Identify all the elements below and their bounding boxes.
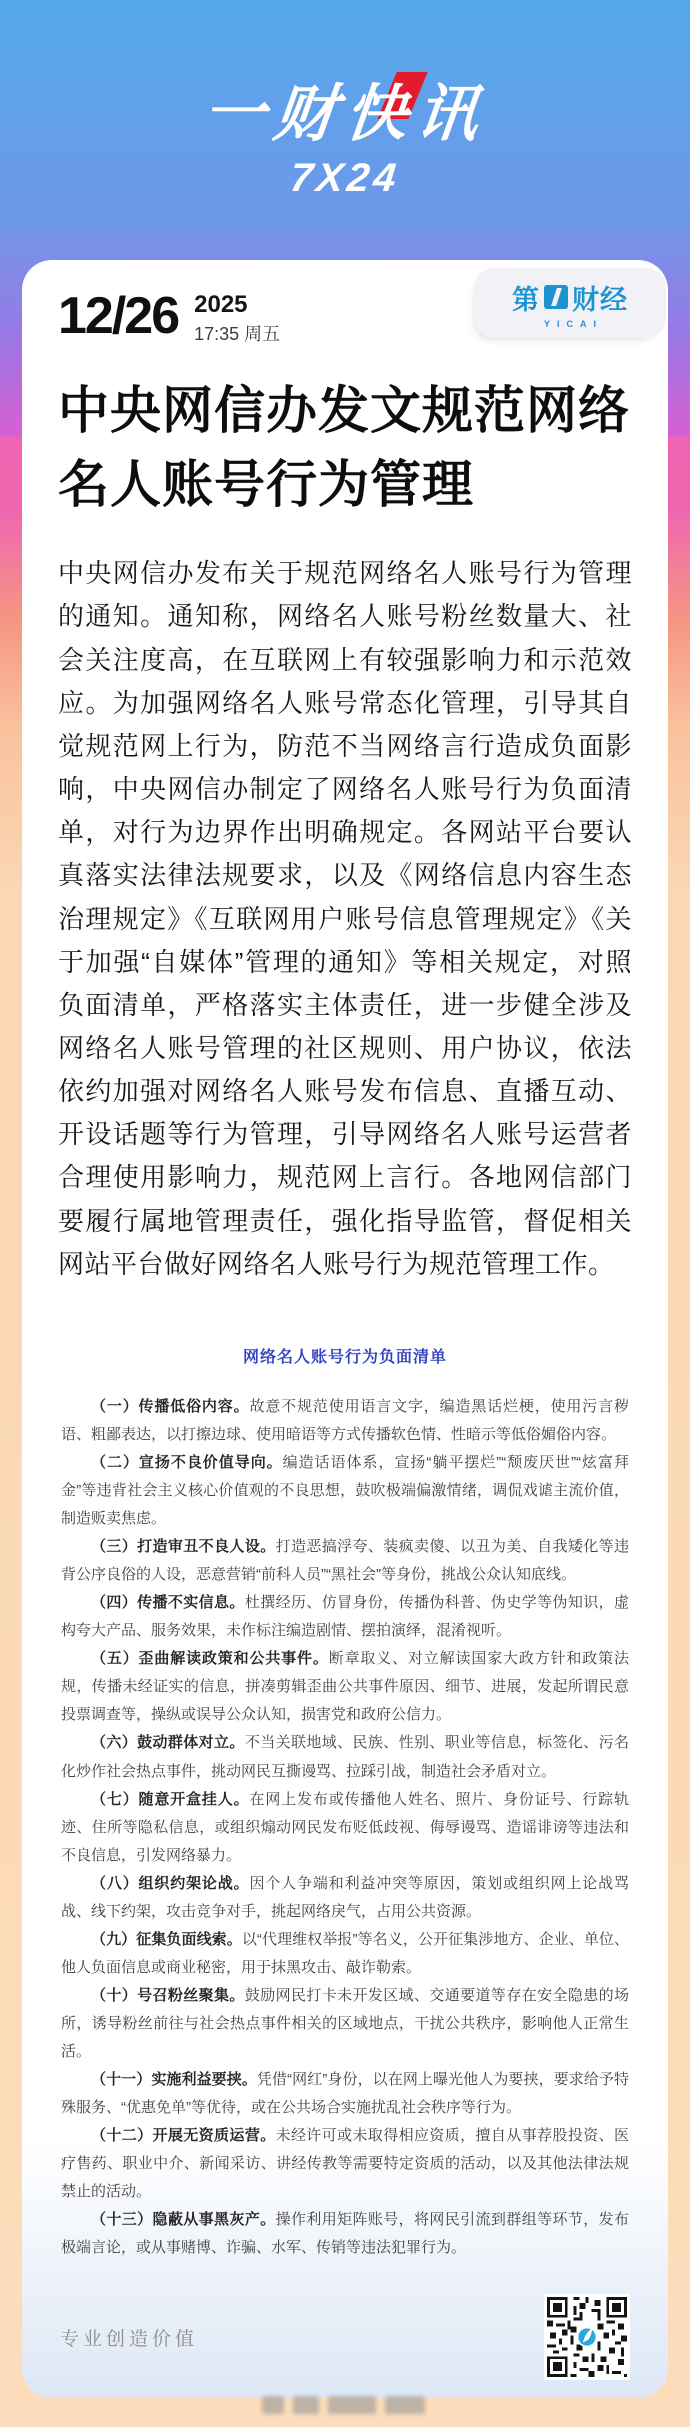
list-item-lead: （九）征集负面线索。 (91, 1930, 242, 1948)
list-item-text: 故意不规范使用语言文字，编造黑话烂梗，使用污言秽语、粗鄙表达，以打擦边球、使用暗语等方式传播软色情、性暗示等低俗媚俗内容。 (61, 1397, 629, 1443)
list-item-lead: （十一）实施利益要挟。 (91, 2071, 257, 2089)
list-item (61, 1533, 629, 1589)
list-item-lead: （二）宣扬不良价值导向。 (91, 1454, 283, 1472)
list-item-text: 断章取义、对立解读国家大政方针和政策法规，传播未经证实的信息，拼凑剪辑歪曲公共事件原因、细节、进展，发起所谓民意投票调查等，操纵或误导公众认知，损害党和政府公信力。 (61, 1650, 629, 1724)
list-item-lead: （六）鼓动群体对立。 (91, 1734, 245, 1752)
list-item (61, 1393, 629, 1449)
card-footer (22, 2276, 668, 2398)
list-item-lead: （十二）开展无资质运营。 (91, 2127, 276, 2145)
list-item (61, 1786, 629, 1870)
list-item (61, 1870, 629, 1926)
list-item (61, 2066, 629, 2122)
list-item (61, 1729, 629, 1785)
list-item (61, 1982, 629, 2066)
yicai-latin: YICAI (543, 318, 603, 329)
list-item-text: 未经许可或未取得相应资质，擅自从事荐股投资、医疗售药、职业中介、新闻采访、讲经传教等需要特定资质的活动，以及其他法律法规禁止的活动。 (61, 2127, 629, 2201)
date-side (194, 292, 280, 346)
list-item-lead: （三）打造审丑不良人设。 (91, 1538, 276, 1556)
list-item (61, 1926, 629, 1982)
yicai-one-glyph (544, 285, 568, 309)
list-item-text: 不当关联地域、民族、性别、职业等信息，标签化、污名化炒作社会热点事件，挑动网民互撕谩骂、拉踩引战，制造社会矛盾对立。 (61, 1734, 629, 1780)
list-item (61, 2122, 629, 2206)
list-item-text: 在网上发布或传播他人姓名、照片、身份证号、行踪轨迹、住所等隐私信息，或组织煽动网民发布贬低歧视、侮辱谩骂、造谣诽谤等违法和不良信息，引发网络暴力。 (61, 1790, 629, 1864)
publisher-tab (474, 268, 666, 338)
list-item-lead: （十三）隐蔽从事黑灰产。 (91, 2211, 276, 2229)
negative-list (58, 1344, 632, 2262)
article-title: 中央网信办发文规范网络名人账号行为管理 (58, 382, 631, 514)
list-item-text: 操作利用矩阵账号，将网民引流到群组等环节，发布极端言论，或从事赌博、诈骗、水军、传销等违法犯罪行为。 (61, 2211, 629, 2257)
qr-code (544, 2294, 630, 2380)
brand-logo-text: 一财快讯 (199, 80, 491, 149)
list-item-text: 编造话语体系，宣扬“躺平摆烂”“颓废厌世”“炫富拜金”等违背社会主义核心价值观的不良思想，鼓吹极端偏激情绪，调侃戏谑主流价值，制造贩卖焦虑。 (61, 1454, 629, 1528)
list-item-text: 因个人争端和利益冲突等原因，策划或组织网上论战骂战、线下约架，攻击竞争对手，挑起网络戾气，占用公共资源。 (61, 1874, 629, 1920)
card-date-day: 12/26 (58, 287, 179, 345)
list-item-lead: （十）号召粉丝聚集。 (91, 1986, 245, 2004)
list-item (61, 1589, 629, 1645)
brand-tagline: 7X24 (288, 156, 403, 200)
list-item-lead: （七）随意开盒挂人。 (91, 1790, 250, 1808)
list-item-text: 鼓励网民打卡未开发区域、交通要道等存在安全隐患的场所，诱导粉丝前往与社会热点事件相关的区域地点，干扰公共秩序，影响他人正常生活。 (61, 1986, 629, 2060)
list-item-lead: （八）组织约架论战。 (91, 1874, 250, 1892)
negative-list-heading: 网络名人账号行为负面清单 (242, 1348, 447, 1366)
list-item (61, 2206, 629, 2262)
yicai-cn-right: 财经 (572, 284, 628, 315)
list-item-text: 凭借“网红”身份，以在网上曝光他人为要挟，要求给予特殊服务、“优惠免单”等优待，或在公共场合实施扰乱社会秩序等行为。 (61, 2071, 629, 2117)
card-date-timeweek: 17:35 周五 (194, 324, 281, 345)
yicai-logo (512, 278, 628, 317)
list-item (61, 1645, 629, 1729)
list-item-text: 打造恶搞浮夸、装疯卖傻、以丑为美、自我矮化等违背公序良俗的人设，恶意营销“前科人员”“黑社会”等身份，挑战公众认知底线。 (61, 1538, 629, 1584)
news-card (22, 260, 668, 2398)
list-item-text: 杜撰经历、仿冒身份，传播伪科普、伪史学等伪知识，虚构夸大产品、服务效果，未作标注编造剧情、摆拍演绎，混淆视听。 (61, 1594, 629, 1640)
list-item (61, 1449, 629, 1533)
yicai-cn-left: 第 (512, 284, 540, 315)
list-item-lead: （五）歪曲解读政策和公共事件。 (91, 1650, 329, 1668)
brand-header (0, 80, 690, 201)
list-item-lead: （四）传播不实信息。 (91, 1594, 245, 1612)
negative-list-items (58, 1393, 632, 2262)
list-item-text: 以“代理维权举报”等名义，公开征集涉地方、企业、单位、他人负面信息或商业秘密，用于抹黑攻击、敲诈勒索。 (61, 1930, 629, 1976)
card-date-year: 2025 (194, 291, 248, 318)
brand-logo (199, 80, 491, 149)
article-body: 中央网信办发布关于规范网络名人账号行为管理的通知。通知称，网络名人账号粉丝数量大、社会关注度高，在互联网上有较强影响力和示范效应。为加强网络名人账号常态化管理，引导其自觉规范网上行为，防范不当网络言行造成负面影响，中央网信办制定了网络名人账号行为负面清单，对行为边界作出明确规定。各网站平台要认真落实法律法规要求，以及《网络信息内容生态治理规定》《互联网用户账号信息管理规定》《关于加强“自媒体”管理的通知》等相关规定，对照负面清单，严格落实主体责任，进一步健全涉及网络名人账号管理的社区规则、用户协议，依法依约加强对网络名人账号发布信息、直播互动、开设话题等行为管理，引导网络名人账号运营者合理使用影响力，规范网上言行。各地网信部门要履行属地管理责任，强化指导监管，督促相关网站平台做好网络名人账号行为规范管理工作。 (58, 558, 632, 1279)
list-item-lead: （一）传播低俗内容。 (91, 1397, 250, 1415)
bottom-watermark (262, 2392, 432, 2418)
footer-slogan: 专业创造价值 (60, 2328, 199, 2350)
